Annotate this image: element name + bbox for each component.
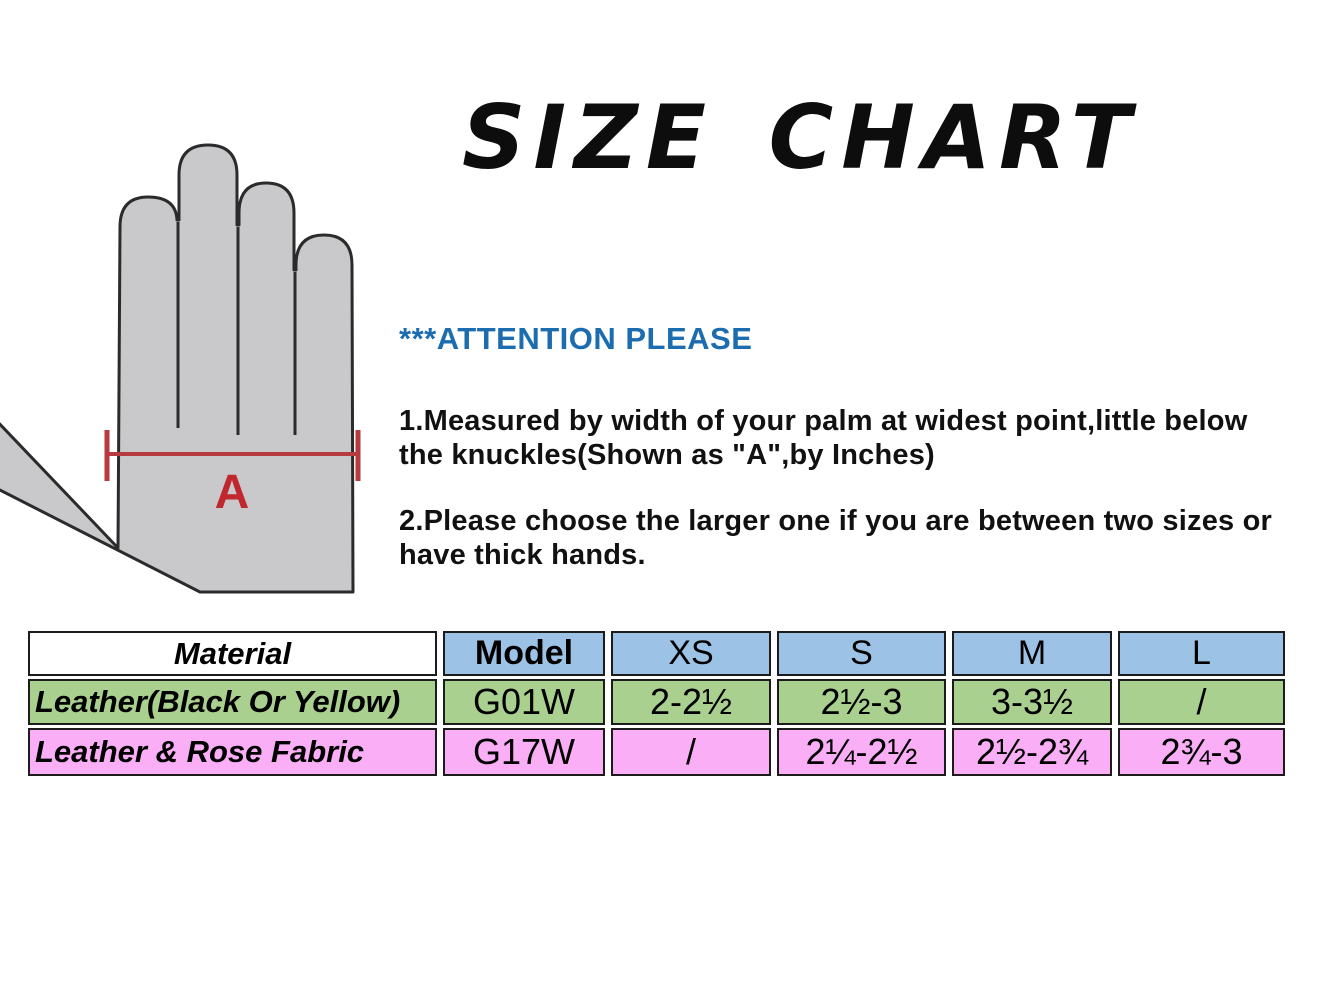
row1-size-xs: 2-2½ bbox=[611, 679, 771, 725]
row2-model: G17W bbox=[443, 728, 605, 776]
row2-size-m: 2½-2¾ bbox=[952, 728, 1112, 776]
row1-size-l: / bbox=[1118, 679, 1285, 725]
measure-label: A bbox=[214, 466, 250, 519]
header-size-l: L bbox=[1118, 631, 1285, 676]
hand-measure-diagram bbox=[0, 130, 380, 610]
attention-heading: ***ATTENTION PLEASE bbox=[399, 321, 753, 356]
row1-size-s: 2½-3 bbox=[777, 679, 946, 725]
row2-size-s: 2¼-2½ bbox=[777, 728, 946, 776]
page-title: SIZE CHART bbox=[462, 86, 1139, 189]
instruction-2-line-2: have thick hands. bbox=[399, 539, 646, 571]
header-size-s: S bbox=[777, 631, 946, 676]
header-size-m: M bbox=[952, 631, 1112, 676]
instruction-1-line-2: the knuckles(Shown as "A",by Inches) bbox=[399, 439, 935, 471]
instruction-1-line-1: 1.Measured by width of your palm at widest point,little below bbox=[399, 405, 1248, 437]
header-material: Material bbox=[28, 631, 437, 676]
row2-material: Leather & Rose Fabric bbox=[28, 728, 437, 776]
size-table bbox=[28, 631, 1285, 776]
instruction-2-line-1: 2.Please choose the larger one if you are between two sizes or bbox=[399, 505, 1273, 537]
row1-size-m: 3-3½ bbox=[952, 679, 1112, 725]
row1-material: Leather(Black Or Yellow) bbox=[28, 679, 437, 725]
header-model: Model bbox=[443, 631, 605, 676]
row1-model: G01W bbox=[443, 679, 605, 725]
header-size-xs: XS bbox=[611, 631, 771, 676]
row2-size-xs: / bbox=[611, 728, 771, 776]
instruction-2 bbox=[399, 504, 1272, 572]
row2-size-l: 2¾-3 bbox=[1118, 728, 1285, 776]
instruction-1 bbox=[399, 404, 1247, 472]
